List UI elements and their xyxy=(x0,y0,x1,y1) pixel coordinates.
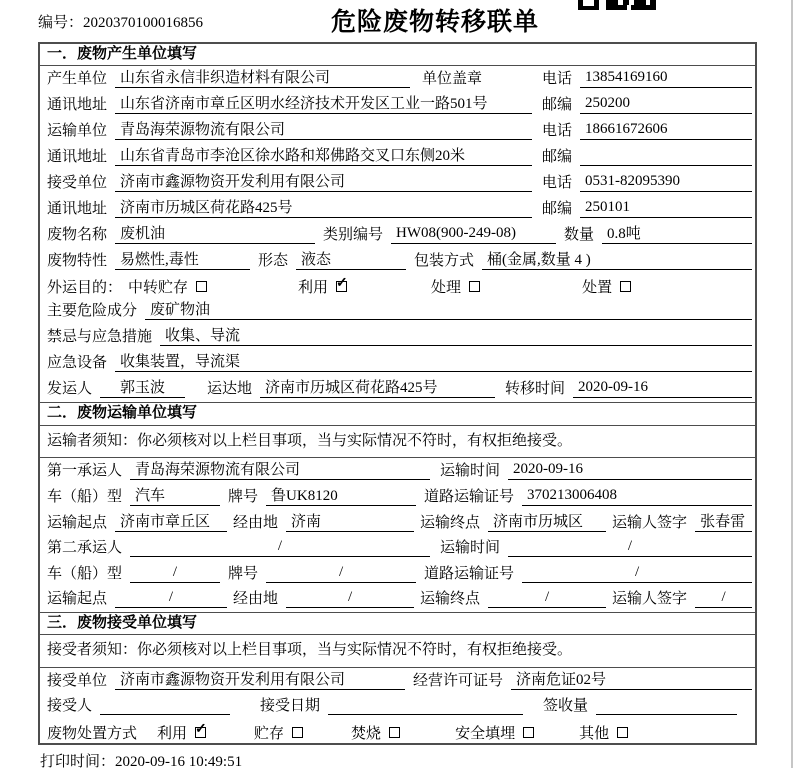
route1-end: 济南市历城区 xyxy=(488,510,606,532)
checkbox-icon xyxy=(469,281,480,292)
producer-phone-label: 电话 xyxy=(542,67,572,88)
waste-form-label: 形态 xyxy=(258,249,288,270)
receiver-zip-label: 邮编 xyxy=(542,197,572,218)
row-vehicle1 xyxy=(40,484,755,510)
disposal-option-landfill xyxy=(455,722,534,743)
route2-end: / xyxy=(488,589,606,608)
accept-license-value: 济南危证02号 xyxy=(511,668,752,690)
transporter-value: 青岛海荣源物流有限公司 xyxy=(115,118,532,140)
vehicle1-plate: 鲁UK8120 xyxy=(266,484,416,506)
page-title: 危险废物转移联单 xyxy=(331,2,539,38)
row-route2 xyxy=(40,587,755,612)
row-transporter xyxy=(40,118,755,144)
purpose-option-label: 中转贮存 xyxy=(128,276,188,297)
hazard-label: 主要危险成分 xyxy=(47,299,137,320)
waste-form-value: 液态 xyxy=(296,248,406,270)
waste-pack-label: 包装方式 xyxy=(414,249,474,270)
vehicle2-license: / xyxy=(522,564,752,583)
row-emergency-measures xyxy=(40,324,755,350)
transporter-address-value: 山东省青岛市李沧区徐水路和郑佛路交叉口东侧20米 xyxy=(115,144,532,166)
disposal-option-store xyxy=(254,722,303,743)
receiver-address-label: 通讯地址 xyxy=(47,197,107,218)
route2-via-label: 经由地 xyxy=(233,587,278,608)
section2-notice: 运输者须知：你必须核对以上栏目事项，当与实际情况不符时，有权拒绝接受。 xyxy=(40,426,755,459)
waste-name-value: 废机油 xyxy=(115,222,315,244)
carrier1-label: 第一承运人 xyxy=(47,459,122,480)
disposal-label: 废物处置方式 xyxy=(47,722,137,743)
shipper-label: 发运人 xyxy=(47,377,92,398)
receiver-phone-value: 0531-82095390 xyxy=(580,173,752,192)
producer-zip-value: 250200 xyxy=(580,95,752,114)
shipper-value: 郭玉波 xyxy=(100,376,185,398)
row-vehicle2 xyxy=(40,561,755,586)
checkbox-icon xyxy=(523,727,534,738)
waste-name-label: 废物名称 xyxy=(47,223,107,244)
disposal-option-label: 贮存 xyxy=(254,722,284,743)
carrier1-value: 青岛海荣源物流有限公司 xyxy=(130,458,430,480)
transfer-time-value: 2020-09-16 xyxy=(573,379,752,398)
row-transport-purpose xyxy=(40,274,755,298)
accept-person-value xyxy=(100,696,230,715)
section1-title: 一．废物产生单位填写 xyxy=(40,44,755,66)
route2-sign-label: 运输人签字 xyxy=(612,587,687,608)
hazard-value: 废矿物油 xyxy=(145,298,752,320)
transfer-time-label: 转移时间 xyxy=(505,377,565,398)
receiver-address-value: 济南市历城区荷花路425号 xyxy=(115,196,532,218)
doc-number-label: 编号： xyxy=(38,15,83,31)
vehicle2-plate: / xyxy=(266,564,416,583)
measures-value: 收集、导流 xyxy=(160,324,752,346)
waste-traits-value: 易燃性,毒性 xyxy=(115,248,250,270)
row-carrier2 xyxy=(40,536,755,561)
waste-qty-value: 0.8吨 xyxy=(602,222,752,244)
route2-via: / xyxy=(286,589,414,608)
vehicle2-type: / xyxy=(130,564,220,583)
producer-seal-label: 单位盖章 xyxy=(422,67,482,88)
accept-qty-value xyxy=(596,696,737,715)
vehicle2-label: 车（船）型 xyxy=(47,562,122,583)
producer-zip-label: 邮编 xyxy=(542,93,572,114)
row-waste-traits xyxy=(40,248,755,274)
checkbox-icon xyxy=(196,281,207,292)
route1-sign: 张春雷 xyxy=(695,510,752,532)
route2-start: / xyxy=(115,589,227,608)
row-receiver-address xyxy=(40,196,755,222)
print-time-value: 2020-09-16 10:49:51 xyxy=(115,754,242,770)
row-accept-unit xyxy=(40,668,755,694)
destination-label: 运达地 xyxy=(207,377,252,398)
vehicle2-plate-label: 牌号 xyxy=(228,562,258,583)
section3-notice: 接受者须知：你必须核对以上栏目事项，当与实际情况不符时，有权拒绝接受。 xyxy=(40,635,755,668)
accept-date-value xyxy=(328,696,523,715)
transporter-zip-label: 邮编 xyxy=(542,145,572,166)
vehicle1-type: 汽车 xyxy=(130,484,220,506)
vehicle1-license: 370213006408 xyxy=(522,487,752,506)
row-producer-address xyxy=(40,92,755,118)
purpose-option-label: 处理 xyxy=(431,276,461,297)
purpose-label: 外运目的： xyxy=(47,276,122,297)
route1-via: 济南 xyxy=(286,510,414,532)
receiver-zip-value: 250101 xyxy=(580,199,752,218)
accept-qty-label: 签收量 xyxy=(543,694,588,715)
route2-sign: / xyxy=(695,589,752,608)
checkbox-icon xyxy=(617,727,628,738)
doc-number xyxy=(38,11,203,32)
row-transporter-address xyxy=(40,144,755,170)
row-dispatch xyxy=(40,376,755,402)
checkbox-icon xyxy=(195,727,206,738)
equipment-value: 收集装置，导流渠 xyxy=(115,350,752,372)
disposal-option-label: 利用 xyxy=(157,722,187,743)
disposal-option-incinerate xyxy=(351,722,400,743)
disposal-option-label: 安全填埋 xyxy=(455,722,515,743)
checkbox-icon xyxy=(389,727,400,738)
page-edge-divider xyxy=(791,0,793,768)
section3-title: 三．废物接受单位填写 xyxy=(40,612,755,636)
row-disposal-method xyxy=(40,719,755,745)
purpose-option-utilize xyxy=(298,276,347,297)
receiver-value: 济南市鑫源物资开发利用有限公司 xyxy=(115,170,532,192)
accept-date-label: 接受日期 xyxy=(260,694,320,715)
carrier2-label: 第二承运人 xyxy=(47,536,122,557)
purpose-option-label: 利用 xyxy=(298,276,328,297)
vehicle2-license-label: 道路运输证号 xyxy=(424,562,514,583)
row-receiver xyxy=(40,170,755,196)
disposal-option-other xyxy=(579,722,628,743)
equipment-label: 应急设备 xyxy=(47,351,107,372)
section2-title: 二．废物运输单位填写 xyxy=(40,402,755,426)
producer-address-value: 山东省济南市章丘区明水经济技术开发区工业一路501号 xyxy=(115,92,532,114)
row-waste-name xyxy=(40,222,755,248)
checkbox-icon xyxy=(336,281,347,292)
transporter-label: 运输单位 xyxy=(47,119,107,140)
accept-unit-label: 接受单位 xyxy=(47,669,107,690)
receiver-label: 接受单位 xyxy=(47,171,107,192)
row-carrier1 xyxy=(40,458,755,484)
waste-category-value: HW08(900-249-08) xyxy=(391,225,556,244)
disposal-option-label: 其他 xyxy=(579,722,609,743)
row-hazard-components xyxy=(40,298,755,324)
carrier2-time-value: / xyxy=(508,538,752,557)
vehicle1-plate-label: 牌号 xyxy=(228,485,258,506)
route1-sign-label: 运输人签字 xyxy=(612,511,687,532)
waste-qty-label: 数量 xyxy=(564,223,594,244)
transporter-phone-value: 18661672606 xyxy=(580,121,752,140)
purpose-option-treat xyxy=(431,276,480,297)
route1-start-label: 运输起点 xyxy=(47,511,107,532)
destination-value: 济南市历城区荷花路425号 xyxy=(260,376,495,398)
qr-code-fragment-icon xyxy=(578,0,656,11)
purpose-option-label: 处置 xyxy=(582,276,612,297)
producer-phone-value: 13854169160 xyxy=(580,69,752,88)
transporter-zip-value xyxy=(580,147,752,166)
route2-start-label: 运输起点 xyxy=(47,587,107,608)
row-route1 xyxy=(40,510,755,536)
measures-label: 禁忌与应急措施 xyxy=(47,325,152,346)
accept-license-label: 经营许可证号 xyxy=(413,669,503,690)
route1-via-label: 经由地 xyxy=(233,511,278,532)
print-time-label: 打印时间： xyxy=(40,754,115,770)
transporter-address-label: 通讯地址 xyxy=(47,145,107,166)
row-accept-receipt xyxy=(40,694,755,720)
doc-number-value: 2020370100016856 xyxy=(83,15,203,31)
route2-end-label: 运输终点 xyxy=(420,587,480,608)
producer-address-label: 通讯地址 xyxy=(47,93,107,114)
waste-pack-value: 桶(金属,数量 4 ) xyxy=(482,248,752,270)
waste-category-label: 类别编号 xyxy=(323,223,383,244)
vehicle1-license-label: 道路运输证号 xyxy=(424,485,514,506)
checkbox-icon xyxy=(620,281,631,292)
carrier1-time-label: 运输时间 xyxy=(440,459,500,480)
row-emergency-equipment xyxy=(40,350,755,376)
checkbox-icon xyxy=(292,727,303,738)
manifest-form xyxy=(38,42,757,745)
row-producer xyxy=(40,66,755,92)
carrier1-time-value: 2020-09-16 xyxy=(508,461,752,480)
producer-value: 山东省永信非织造材料有限公司 xyxy=(115,66,410,88)
accept-unit-value: 济南市鑫源物资开发利用有限公司 xyxy=(115,668,405,690)
carrier2-time-label: 运输时间 xyxy=(440,536,500,557)
carrier2-value: / xyxy=(130,538,430,557)
disposal-option-utilize xyxy=(157,722,206,743)
purpose-option-dispose xyxy=(582,276,631,297)
accept-person-label: 接受人 xyxy=(47,694,92,715)
route1-end-label: 运输终点 xyxy=(420,511,480,532)
vehicle1-label: 车（船）型 xyxy=(47,485,122,506)
disposal-option-label: 焚烧 xyxy=(351,722,381,743)
receiver-phone-label: 电话 xyxy=(542,171,572,192)
transporter-phone-label: 电话 xyxy=(542,119,572,140)
route1-start: 济南市章丘区 xyxy=(115,510,227,532)
purpose-option-transfer-storage xyxy=(128,276,207,297)
producer-label: 产生单位 xyxy=(47,67,107,88)
waste-traits-label: 废物特性 xyxy=(47,249,107,270)
